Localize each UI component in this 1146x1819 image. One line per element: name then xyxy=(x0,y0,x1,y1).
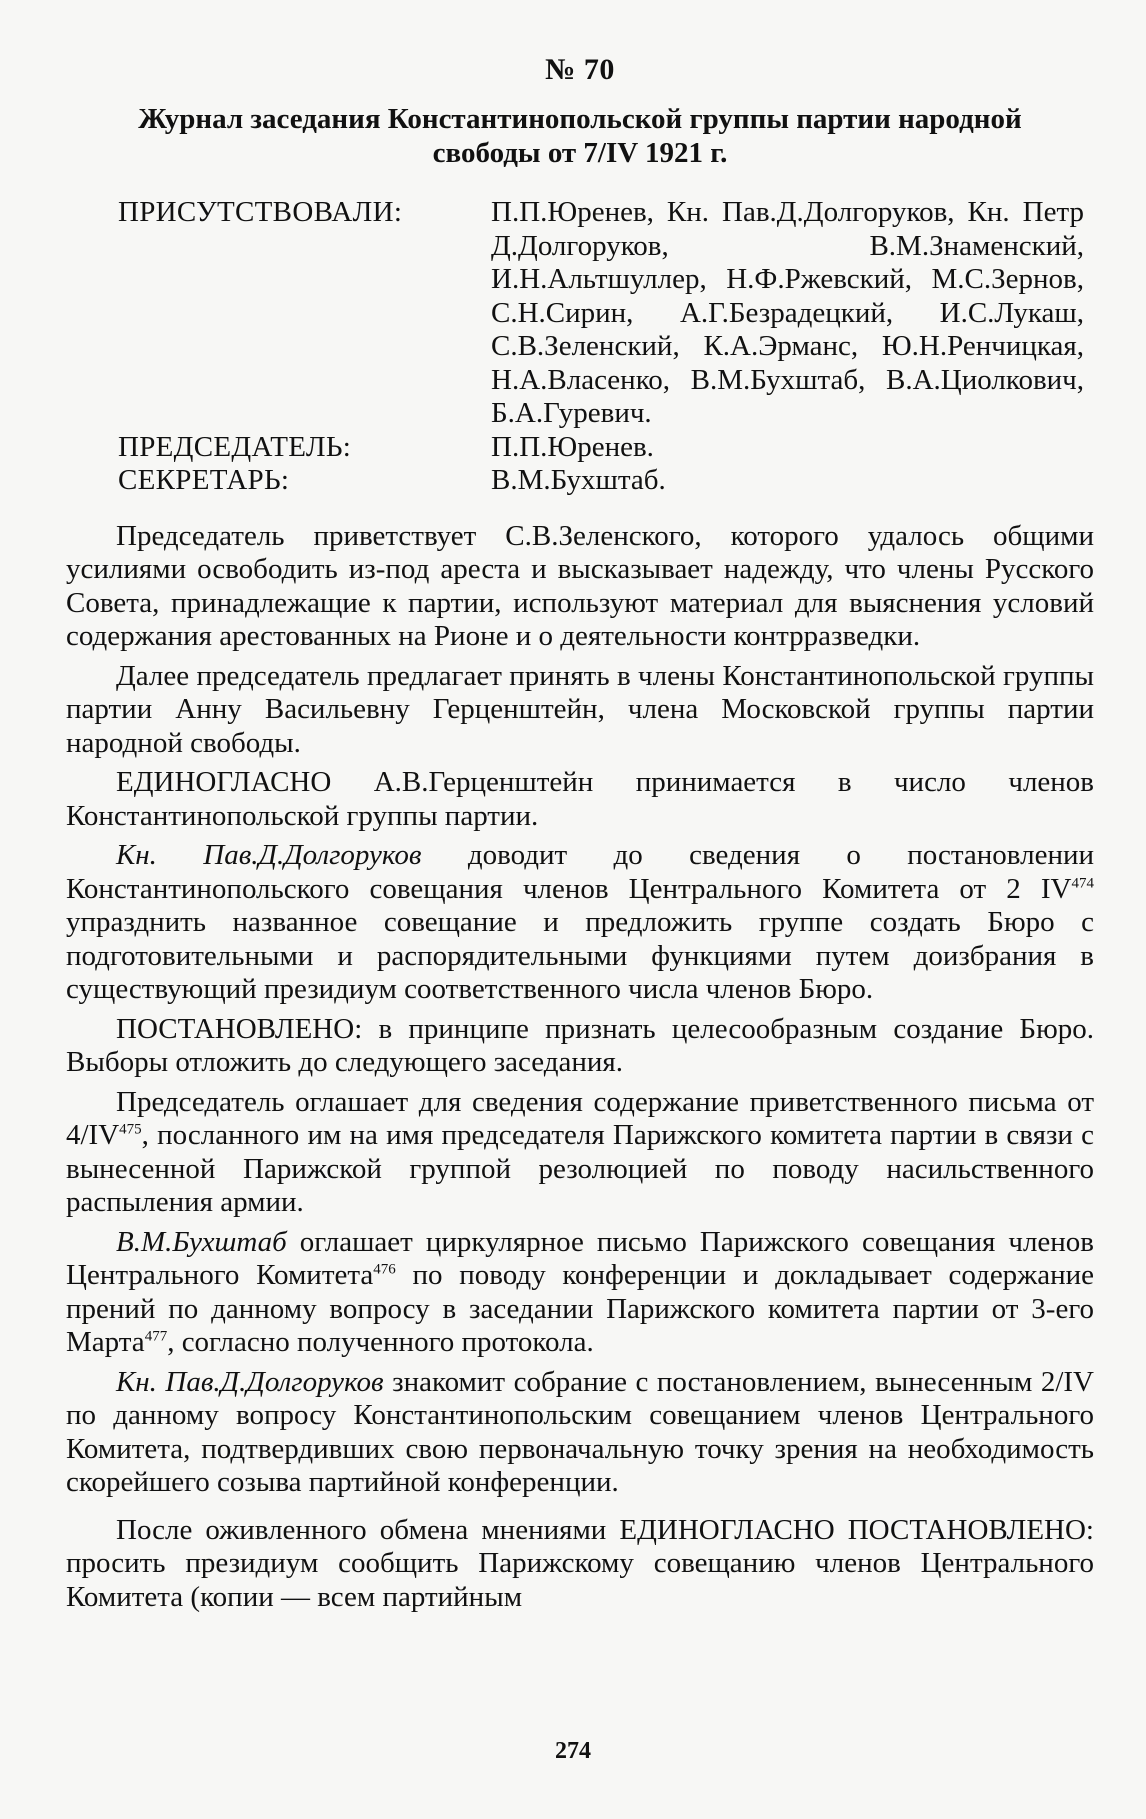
footnote-marker[interactable]: 476 xyxy=(373,1261,396,1278)
attendance-block xyxy=(66,196,1094,498)
paragraph-4 xyxy=(66,839,1094,1007)
document-page xyxy=(66,50,1094,1620)
paragraph-text: знакомит собрание с постановлением, вынесенным 2/IV по данному вопросу Константинопольским совещанием членов Центрального Комитета, подтвердивших свою первоначальную точку зрения на необходимость скорейшего созыва партийной конференции. xyxy=(66,1365,1094,1498)
paragraph-text: оглашает циркулярное письмо Парижского совещания членов Центрального Комитета xyxy=(66,1225,1094,1291)
speaker-name: В.М.Бухштаб xyxy=(116,1225,287,1258)
paragraph-1: Председатель приветствует С.В.Зеленского, которого удалось общими усилиями освободить из-под ареста и высказывает надежду, что члены Русского Совета, принадлежащие к партии, используют материал для выяснения условий содержания арестованных на Рионе и о деятельности контрразведки. xyxy=(66,519,1094,652)
paragraph-text: доводит до сведения о постановлении Константинопольского совещания членов Центрального Комитета от 2 IV xyxy=(66,839,1095,905)
paragraph-5: ПОСТАНОВЛЕНО: в принципе признать целесообразным создание Бюро. Выборы отложить до следующего заседания. xyxy=(66,1012,1094,1078)
footnote-marker[interactable]: 475 xyxy=(119,1121,142,1138)
paragraph-6 xyxy=(66,1086,1094,1220)
paragraph-text: , посланного им на имя председателя Парижского комитета партии в связи с вынесенной Парижской группой резолюцией по поводу насильственного распыления армии. xyxy=(66,1119,1094,1218)
speaker-name: Кн. Пав.Д.Долгоруков xyxy=(116,1365,384,1398)
secretary-label: СЕКРЕТАРЬ: xyxy=(118,464,290,496)
page-number: 274 xyxy=(555,1738,591,1764)
paragraph-7 xyxy=(66,1226,1094,1360)
paragraph-8 xyxy=(66,1366,1094,1500)
present-list: П.П.Юренев, Кн. Пав.Д.Долгоруков, Кн. Петр Д.Долгоруков, В.М.Знаменский, И.Н.Альтшуллер, Н.Ф.Ржевский, М.С.Зернов, С.Н.Сирин, А.Г.Безрадецкий, И.С.Лукаш, С.В.Зеленский, К.А.Эрманс, Ю.Н.Ренчицкая, Н.А.Власенко, В.М.Бухштаб, В.А.Циолкович, Б.А.Гуревич. xyxy=(491,196,1084,429)
present-label: ПРИСУТСТВОВАЛИ: xyxy=(118,196,403,228)
chair-name: П.П.Юренев. xyxy=(491,430,654,463)
footnote-marker[interactable]: 477 xyxy=(144,1328,168,1345)
secretary-name: В.М.Бухштаб. xyxy=(491,464,666,496)
paragraph-text: , согласно полученного протокола. xyxy=(167,1326,594,1358)
speaker-name: Кн. Пав.Д.Долгоруков xyxy=(116,839,422,871)
paragraph-text: по поводу конференции и докладывает содержание прений по данному вопросу в заседании Парижского комитета партии от 3-его Марта xyxy=(66,1259,1095,1358)
paragraph-text: упразднить названное совещание и предложить группе создать Бюро с подготовительными и распорядительными функциями путем доизбрания в существующий президиум соответственного числа членов Бюро. xyxy=(66,906,1094,1005)
document-title: Журнал заседания Константинопольской группы партии народной свободы от 7/IV 1921 г. xyxy=(138,103,1022,169)
footnote-marker[interactable]: 474 xyxy=(1071,874,1094,891)
document-number: № 70 xyxy=(545,53,615,86)
paragraph-text: Председатель оглашает для сведения содержание приветственного письма от 4/IV xyxy=(66,1085,1094,1151)
paragraph-3: ЕДИНОГЛАСНО А.В.Герценштейн принимается в число членов Константинопольской группы партии. xyxy=(66,766,1094,832)
paragraph-2: Далее председатель предлагает принять в члены Константинопольской группы партии Анну Васильевну Герценштейн, члена Московской группы партии народной свободы. xyxy=(66,659,1094,759)
chair-label: ПРЕДСЕДАТЕЛЬ: xyxy=(118,430,352,463)
paragraph-9: После оживленного обмена мнениями ЕДИНОГЛАСНО ПОСТАНОВЛЕНО: просить президиум сообщить Парижскому совещанию членов Центрального Комитета (копии — всем партийным xyxy=(66,1513,1094,1613)
